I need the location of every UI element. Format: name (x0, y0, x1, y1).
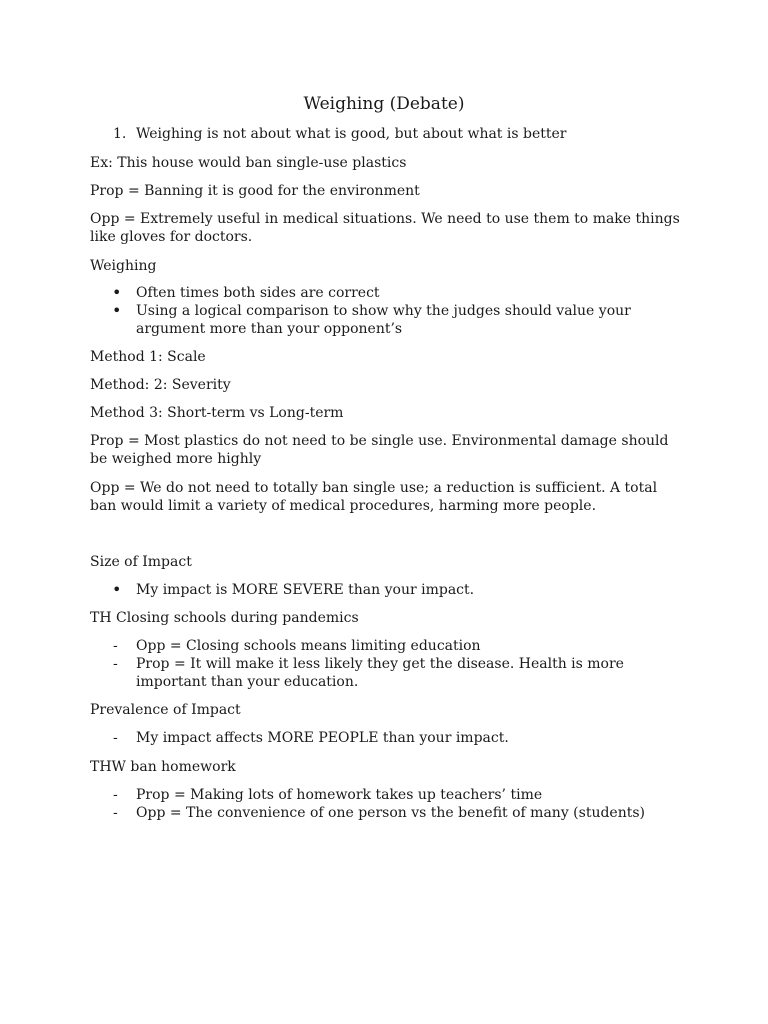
homework-motion: THW ban homework (90, 759, 236, 775)
dash-marker: - (113, 638, 118, 654)
example-motion: Ex: This house would ban single-use plastics (90, 155, 407, 171)
opp-statement: Opp = We do not need to totally ban single use; a reduction is sufficient. A total ban would limit a variety of medical procedures, harming more people. (90, 480, 658, 514)
list-item: Prop = Making lots of homework takes up teachers’ time (136, 787, 543, 803)
weighing-heading: Weighing (90, 258, 157, 274)
size-heading: Size of Impact (90, 554, 192, 570)
list-item: Opp = Closing schools means limiting education (136, 638, 481, 654)
method-line: Method: 2: Severity (90, 377, 231, 393)
method-line: Method 1: Scale (90, 349, 206, 365)
list-item: Prop = It will make it less likely they get the disease. Health is more important than your education. (136, 656, 624, 690)
dash-marker: - (113, 656, 118, 672)
bullet-marker: • (112, 283, 122, 302)
prop-statement: Prop = Banning it is good for the environment (90, 183, 420, 199)
list-item: Often times both sides are correct (136, 285, 380, 301)
list-item: Using a logical comparison to show why the judges should value your argument more than your opponent’s (136, 303, 631, 337)
page-title: Weighing (Debate) (303, 94, 465, 114)
bullet-marker: • (112, 301, 122, 320)
list-item: My impact is MORE SEVERE than your impact. (136, 582, 475, 598)
schools-motion: TH Closing schools during pandemics (90, 610, 359, 626)
dash-marker: - (113, 805, 118, 821)
dash-marker: - (113, 787, 118, 803)
method-line: Method 3: Short-term vs Long-term (90, 405, 344, 421)
list-item: My impact affects MORE PEOPLE than your impact. (136, 730, 509, 746)
prop-statement: Prop = Most plastics do not need to be single use. Environmental damage should be weighed more highly (90, 433, 669, 467)
list-number: 1. (113, 126, 127, 142)
dash-marker: - (113, 730, 118, 746)
bullet-marker: • (112, 580, 122, 599)
opp-statement: Opp = Extremely useful in medical situations. We need to use them to make things like gloves for doctors. (90, 211, 680, 245)
list-item: Opp = The convenience of one person vs the benefit of many (students) (136, 805, 646, 821)
prevalence-heading: Prevalence of Impact (90, 702, 241, 718)
numbered-item: Weighing is not about what is good, but about what is better (136, 126, 567, 142)
